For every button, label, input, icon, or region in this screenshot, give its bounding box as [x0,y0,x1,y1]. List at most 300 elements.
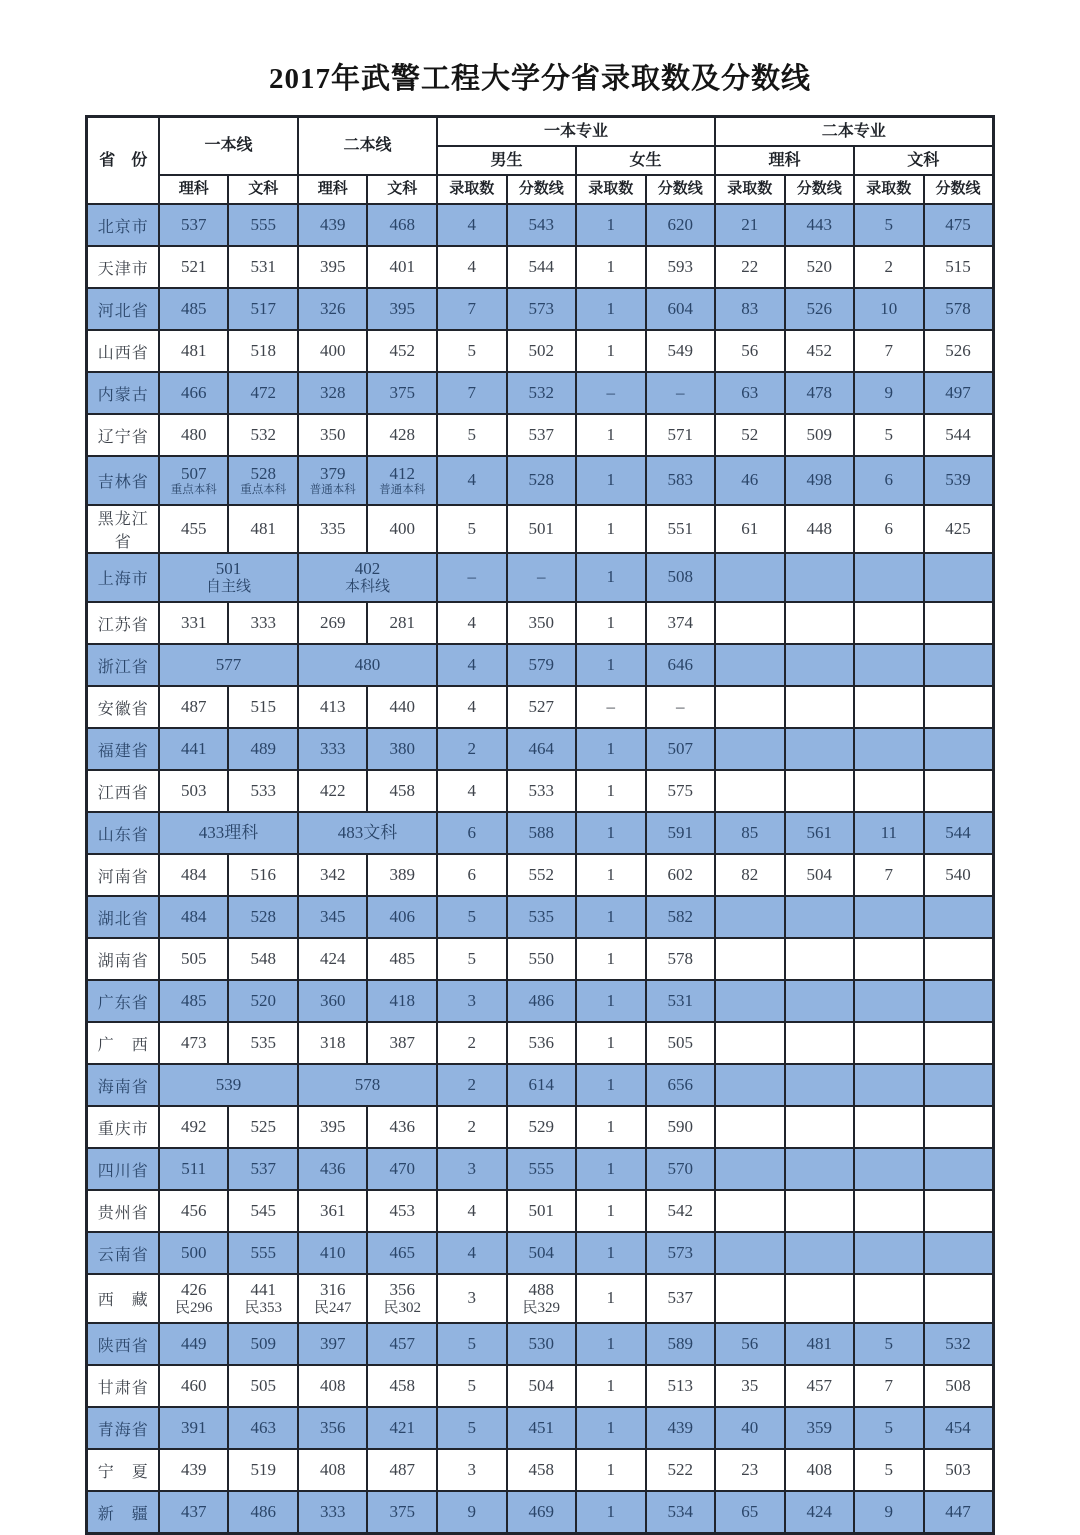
cell-value: 485 [389,948,415,968]
province-cell: 天津市 [87,246,159,288]
value-cell [576,1064,646,1106]
cell-value: 439 [319,214,346,234]
value-cell [576,1407,646,1449]
cell-value: 395 [389,298,415,318]
value-cell [298,456,368,505]
value-cell [298,686,368,728]
cell-value: 1 [606,906,615,926]
cell-value: 4 [467,654,476,674]
value-cell [228,1106,298,1148]
value-cell [854,456,924,505]
value-cell [576,896,646,938]
value-cell [646,938,716,980]
value-cell [924,1365,994,1407]
cell-value: 485 [180,298,207,318]
value-cell [228,1190,298,1232]
value-cell [298,602,368,644]
province-cell: 西 藏 [87,1274,159,1323]
value-cell [367,854,437,896]
value-cell [646,1323,716,1365]
value-cell [159,686,229,728]
table-row [87,288,993,330]
cell-value: 428 [389,424,415,444]
value-cell [298,1365,368,1407]
cell-value: 1 [606,214,615,234]
value-cell [159,602,229,644]
value-cell [367,505,437,553]
empty-cell [924,602,994,644]
cell-value: – [676,696,685,716]
value-cell [576,1106,646,1148]
value-cell [228,1323,298,1365]
cell-value: 451 [528,1417,554,1437]
header-female-admit-count: 录取数 [576,175,646,204]
cell-value: 82 [741,864,759,884]
table-row [87,728,993,770]
cell-value: 395 [319,256,346,276]
header-female-score-line: 分数线 [646,175,716,204]
empty-cell [924,728,994,770]
cell-value: – [467,567,476,587]
table-row [87,770,993,812]
value-cell [228,288,298,330]
cell-value: 449 [180,1333,207,1353]
value-cell [437,644,507,686]
value-cell [854,1323,924,1365]
province-cell: 江西省 [87,770,159,812]
value-cell [507,1274,577,1323]
cell-value: 83 [741,298,759,318]
empty-cell [924,938,994,980]
value-cell [367,602,437,644]
cell-value: 1 [606,1501,615,1521]
cell-value: 356 [389,1279,415,1299]
cell-value: 5 [467,948,476,968]
value-cell [228,1407,298,1449]
value-cell [228,372,298,414]
value-cell [298,414,368,456]
empty-cell [785,770,855,812]
value-cell [576,728,646,770]
value-cell [298,246,368,288]
value-cell [576,1449,646,1491]
value-cell [437,938,507,980]
table-row [87,204,993,246]
value-cell [646,728,716,770]
cell-value: 549 [667,340,693,360]
value-cell [228,686,298,728]
value-cell [437,896,507,938]
value-cell [507,812,577,854]
value-cell [367,728,437,770]
value-cell [298,1491,368,1534]
cell-value: 486 [250,1501,276,1521]
cell-value: 458 [528,1459,554,1479]
value-cell [298,896,368,938]
empty-cell [924,644,994,686]
cell-value: 588 [528,822,554,842]
cell-value: 35 [741,1375,759,1395]
value-cell [507,372,577,414]
value-cell [437,414,507,456]
value-cell [437,1190,507,1232]
cell-value: 436 [389,1116,415,1136]
cell-value: 498 [806,470,833,490]
table-row [87,1232,993,1274]
value-cell [367,330,437,372]
cell-value: 1 [606,470,615,490]
empty-cell [854,1232,924,1274]
value-cell [646,246,716,288]
value-cell [367,1148,437,1190]
value-cell [228,204,298,246]
cell-value: 350 [319,424,346,444]
value-cell [228,330,298,372]
value-cell [159,1064,298,1106]
header-arts-score-line: 分数线 [924,175,994,204]
cell-value: 573 [528,298,554,318]
province-cell: 广东省 [87,980,159,1022]
value-cell [646,1491,716,1534]
cell-value: 439 [667,1417,693,1437]
table-row [87,414,993,456]
cell-value: 468 [389,214,415,234]
cell-value: 333 [319,1501,346,1521]
value-cell [854,414,924,456]
empty-cell [715,1190,785,1232]
cell-value: 458 [389,780,415,800]
value-cell [785,288,855,330]
value-cell [228,1022,298,1064]
value-cell [715,1365,785,1407]
cell-value: 573 [667,1242,693,1262]
cell-value: 455 [180,518,207,538]
cell-value: 487 [180,696,207,716]
value-cell [785,372,855,414]
value-cell [576,330,646,372]
value-cell [228,414,298,456]
value-cell [437,1064,507,1106]
value-cell [646,1274,716,1323]
cell-value: 537 [528,424,554,444]
cell-value: 452 [389,340,415,360]
cell-value: 578 [667,948,693,968]
cell-value: 441 [250,1279,276,1299]
cell-value: 3 [467,1288,476,1308]
value-cell [854,1449,924,1491]
cell-value: 454 [945,1417,971,1437]
cell-value: 555 [250,1242,276,1262]
cell-value: 457 [389,1333,415,1353]
value-cell [367,1491,437,1534]
cell-subvalue: 民353 [244,1300,282,1317]
cell-value: 356 [319,1417,346,1437]
cell-value: 484 [180,864,207,884]
value-cell [715,414,785,456]
empty-cell [924,1106,994,1148]
value-cell [507,1148,577,1190]
value-cell [715,854,785,896]
cell-value: 4 [467,1200,476,1220]
cell-value: 528 [528,470,554,490]
value-cell [437,602,507,644]
value-cell [924,1323,994,1365]
cell-value: 379 [319,463,346,483]
cell-value: – [606,382,615,402]
value-cell [367,938,437,980]
cell-value: 443 [806,214,833,234]
cell-value: 1 [606,990,615,1010]
value-cell [159,505,229,553]
cell-value: 359 [806,1417,833,1437]
cell-value: 335 [319,518,346,538]
cell-value: 582 [667,906,693,926]
cell-value: 480 [180,424,207,444]
empty-cell [785,1190,855,1232]
cell-value: 542 [667,1200,693,1220]
value-cell [298,644,437,686]
value-cell [367,1022,437,1064]
empty-cell [785,1064,855,1106]
empty-cell [924,1232,994,1274]
cell-value: 472 [250,382,276,402]
cell-value: 56 [741,340,759,360]
value-cell [159,1148,229,1190]
value-cell [298,1022,368,1064]
cell-value: 519 [250,1459,276,1479]
cell-value: 1 [606,1333,615,1353]
value-cell [507,602,577,644]
value-cell [159,1407,229,1449]
empty-cell [785,1022,855,1064]
value-cell [159,1365,229,1407]
cell-value: 551 [667,518,693,538]
cell-value: 6 [467,822,476,842]
header-yiben-major: 一本专业 [437,117,715,147]
value-cell [159,456,229,505]
cell-value: 22 [741,256,759,276]
cell-value: 1 [606,822,615,842]
cell-value: 6 [884,518,894,538]
header-male-admit-count: 录取数 [437,175,507,204]
cell-value: 505 [250,1375,276,1395]
value-cell [437,1274,507,1323]
value-cell [924,204,994,246]
value-cell [437,372,507,414]
province-cell: 广 西 [87,1022,159,1064]
cell-value: 391 [180,1417,207,1437]
cell-subvalue: 民329 [522,1300,560,1317]
value-cell [367,1449,437,1491]
empty-cell [785,1148,855,1190]
cell-value: 550 [528,948,554,968]
table-row [87,896,993,938]
header-yiben-line: 一本线 [159,117,298,176]
table-row [87,980,993,1022]
value-cell [367,414,437,456]
value-cell [646,414,716,456]
empty-cell [854,1064,924,1106]
value-cell [159,1491,229,1534]
value-cell [159,980,229,1022]
cell-value: 530 [528,1333,554,1353]
value-cell [646,330,716,372]
cell-value: 1 [606,1459,615,1479]
cell-value: 3 [467,990,476,1010]
cell-value: 548 [250,948,276,968]
cell-value: 1 [606,780,615,800]
table-row [87,1064,993,1106]
header-male-score-line: 分数线 [507,175,577,204]
admissions-table [85,115,994,1535]
cell-value: 544 [945,424,971,444]
cell-value: 484 [180,906,207,926]
value-cell [437,1323,507,1365]
empty-cell [854,1148,924,1190]
value-cell [854,854,924,896]
empty-cell [715,686,785,728]
value-cell [507,553,577,602]
value-cell [298,728,368,770]
header-province: 省 份 [87,117,159,205]
cell-value: 537 [180,214,207,234]
cell-value: 492 [180,1116,207,1136]
cell-value: 5 [884,424,894,444]
value-cell [576,1323,646,1365]
cell-value: 2 [467,1116,476,1136]
cell-value: 7 [467,298,476,318]
cell-value: 500 [180,1242,207,1262]
cell-value: 545 [250,1200,276,1220]
value-cell [437,1365,507,1407]
cell-value: 505 [667,1032,693,1052]
value-cell [298,1449,368,1491]
cell-subvalue: 普通本科 [309,484,356,497]
cell-value: 318 [319,1032,346,1052]
value-cell [228,1274,298,1323]
value-cell [437,686,507,728]
cell-value: 7 [467,382,476,402]
cell-value: 11 [880,822,897,842]
value-cell [854,1365,924,1407]
cell-value: 534 [667,1501,693,1521]
cell-value: 1 [606,1200,615,1220]
value-cell [715,456,785,505]
cell-value: 1 [606,948,615,968]
empty-cell [924,980,994,1022]
empty-cell [854,644,924,686]
cell-value: 342 [319,864,346,884]
value-cell [298,1106,368,1148]
table-row [87,372,993,414]
value-cell [367,204,437,246]
header-arts-admit-count: 录取数 [854,175,924,204]
value-cell [576,686,646,728]
value-cell [576,1365,646,1407]
cell-subvalue: 普通本科 [379,484,426,497]
province-cell: 宁 夏 [87,1449,159,1491]
value-cell [646,456,716,505]
value-cell [367,1407,437,1449]
empty-cell [715,602,785,644]
cell-subvalue: 民247 [313,1300,352,1317]
cell-value: 410 [319,1242,346,1262]
cell-value: 389 [389,864,415,884]
cell-value: 1 [606,424,615,444]
empty-cell [854,770,924,812]
value-cell [576,770,646,812]
cell-value: 515 [250,696,276,716]
value-cell [367,246,437,288]
cell-value: 620 [667,214,693,234]
cell-value: 614 [528,1074,554,1094]
header-science: 理科 [715,146,854,175]
value-cell [715,812,785,854]
empty-cell [924,770,994,812]
cell-value: 537 [250,1158,276,1178]
cell-value: 1 [606,738,615,758]
value-cell [646,1148,716,1190]
cell-value: 511 [181,1158,207,1178]
value-cell [854,1407,924,1449]
header-erben-major: 二本专业 [715,117,993,147]
cell-value: 418 [389,990,415,1010]
value-cell [437,204,507,246]
header-science-score-line: 分数线 [785,175,855,204]
table-row [87,1106,993,1148]
empty-cell [924,1148,994,1190]
table-row [87,686,993,728]
cell-value: 61 [741,518,759,538]
empty-cell [854,1022,924,1064]
cell-value: 5 [467,906,476,926]
value-cell [924,456,994,505]
value-cell [715,1407,785,1449]
province-cell: 浙江省 [87,644,159,686]
cell-value: 85 [741,822,759,842]
empty-cell [924,1274,994,1323]
value-cell [646,1365,716,1407]
cell-value: – [537,567,546,587]
value-cell [924,372,994,414]
cell-value: 570 [667,1158,693,1178]
empty-cell [924,1064,994,1106]
value-cell [437,770,507,812]
empty-cell [854,1106,924,1148]
empty-cell [785,1106,855,1148]
cell-value: 4 [467,780,476,800]
cell-subvalue: 本科线 [344,579,390,596]
cell-value: 375 [389,382,415,402]
cell-value: 1 [606,1288,615,1308]
cell-value: 464 [528,738,554,758]
cell-value: 5 [884,1417,894,1437]
cell-value: 539 [945,470,971,490]
value-cell [437,1491,507,1534]
cell-value: 23 [741,1459,759,1479]
cell-value: 508 [667,567,693,587]
header-yiben-science: 理科 [159,175,229,204]
cell-value: 1 [606,1116,615,1136]
value-cell [159,1232,229,1274]
cell-value: 316 [319,1279,346,1299]
province-cell: 福建省 [87,728,159,770]
cell-value: 4 [467,214,476,234]
empty-cell [715,1274,785,1323]
cell-subvalue: 重点本科 [170,484,217,497]
cell-value: 421 [389,1417,415,1437]
empty-cell [785,686,855,728]
